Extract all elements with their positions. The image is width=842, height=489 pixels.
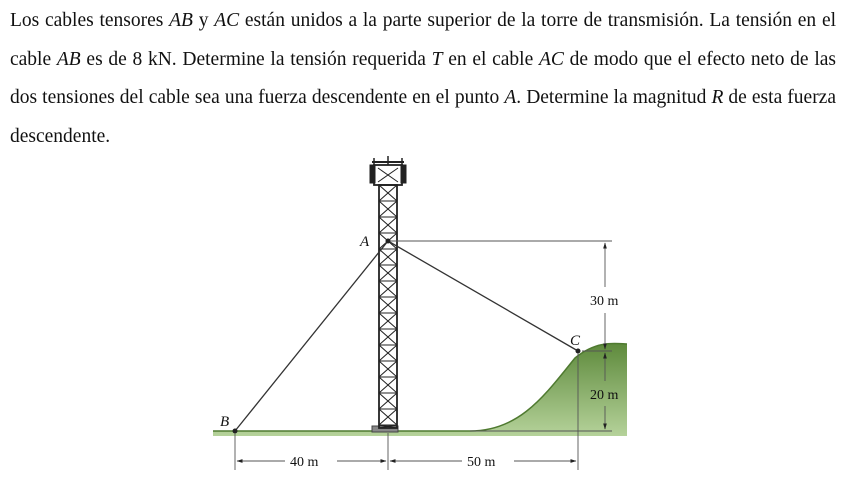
dim-20m-label: 20 m: [590, 388, 619, 403]
problem-text: de esta fuerza descendente.: [10, 87, 836, 147]
point-c-label: C: [570, 333, 581, 349]
problem-text: es de 8 kN. Determine la tensión requerida: [80, 48, 432, 70]
magnitude-r-ref: R: [711, 87, 724, 108]
point-b-label: B: [220, 414, 230, 430]
problem-text: están unidos a la parte superior de la torre de transmisión. La tensión en el cable: [10, 10, 837, 70]
point-a-marker: [386, 239, 391, 244]
problem-text: . Determine la magnitud: [516, 87, 712, 108]
problem-text: y: [192, 10, 215, 31]
tower-mast: [379, 185, 397, 428]
problem-text: Los cables tensores: [10, 10, 170, 31]
tower-top: [370, 156, 406, 185]
cable-ac-ref: AC: [214, 10, 240, 31]
point-c-marker: [576, 349, 581, 354]
ground: [213, 344, 627, 436]
point-a-ref: A: [504, 87, 517, 108]
dim-30m-label: 30 m: [590, 294, 619, 309]
cable-ab: [235, 241, 388, 431]
problem-text: de modo que el efecto neto de las dos tensiones del cable sea una fuerza descendente en el punto: [10, 48, 836, 108]
dim-50m-label: 50 m: [467, 455, 496, 470]
cable-ac: [388, 241, 578, 351]
cable-ab-ref: AB: [169, 10, 193, 31]
problem-text: en el cable: [442, 48, 539, 70]
cable-ab-ref: AB: [56, 48, 81, 70]
point-a-label: A: [360, 234, 370, 250]
point-b-marker: [233, 429, 238, 434]
dim-40m-label: 40 m: [290, 455, 319, 470]
tension-t-ref: T: [431, 48, 443, 70]
cable-ac-ref: AC: [538, 48, 564, 70]
